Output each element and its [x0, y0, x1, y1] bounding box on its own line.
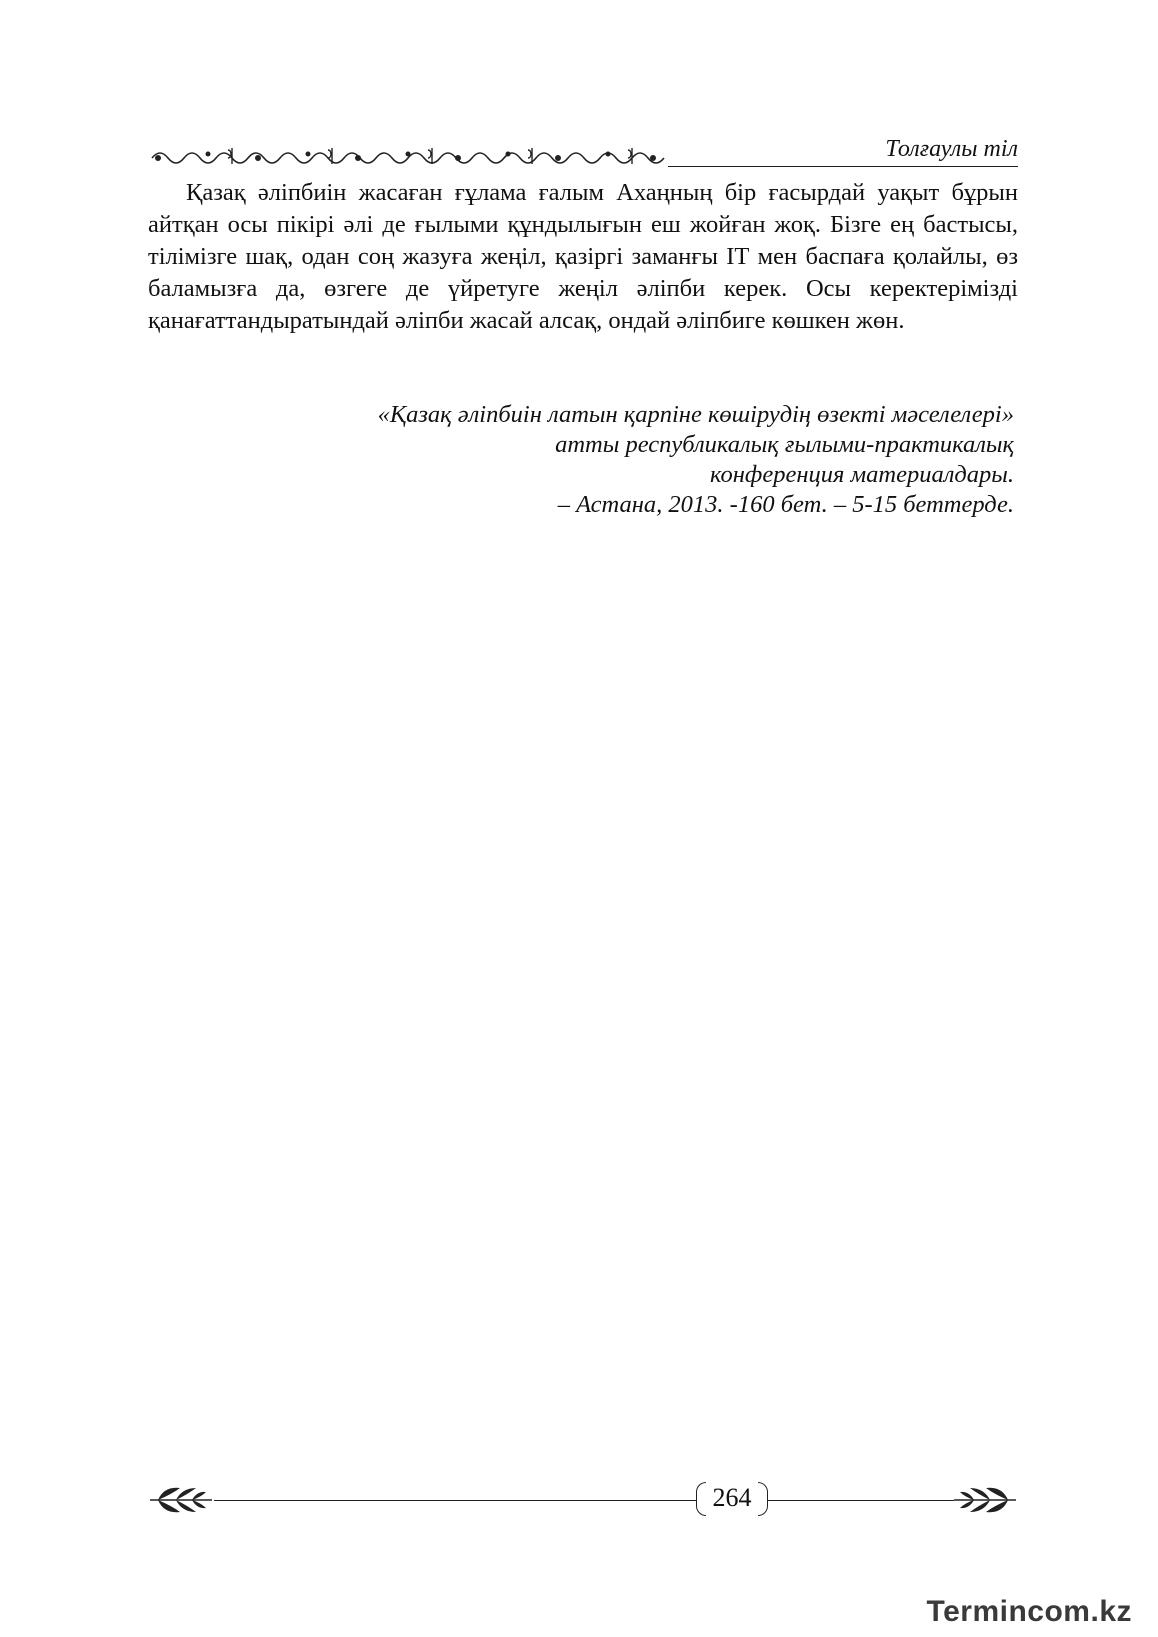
leaf-ornament-icon [148, 1484, 214, 1516]
citation-line: атты республикалық ғылыми-практикалық [555, 431, 1014, 458]
page-bracket-right [758, 1482, 768, 1516]
watermark-text: Termincom.kz [926, 1595, 1132, 1628]
header-rule [668, 166, 1018, 167]
body-text [148, 177, 1018, 337]
page-bracket-left [696, 1482, 706, 1516]
running-title: Толғаулы тіл [885, 136, 1018, 162]
page-number-box [696, 1482, 768, 1514]
page-number: 264 [712, 1483, 752, 1512]
site-watermark [927, 1592, 1133, 1632]
header-ornament-icon [148, 144, 668, 170]
footer-rule-left [214, 1500, 697, 1501]
page-footer [148, 1480, 1018, 1520]
citation-line: «Қазақ әліпбиін латын қарпіне көшірудің өзекті мәселелері» [377, 401, 1014, 428]
footer-rule-right [768, 1500, 954, 1501]
citation-line: – Астана, 2013. -160 бет. – 5-15 беттерде. [557, 491, 1014, 518]
page-header [148, 132, 1018, 172]
citation-block [148, 400, 1014, 520]
body-paragraph: Қазақ әліпбиін жасаған ғұлама ғалым Ахаңның бір ғасырдай уақыт бұрын айтқан осы пікірі әлі де ғылыми құндылығын еш жойған жоқ. Бізге ең бастысы, тілімізге шақ, одан соң жазуға жеңіл, қазіргі заманғы ІТ мен баспаға қолайлы, өз баламызға да, өзгеге де үйретуге жеңіл әліпби керек. Осы керектерімізді қанағаттандыратындай әліпби жасай алсақ, ондай әліпбиге көшкен жөн. [148, 179, 1018, 334]
citation-line: конференция материалдары. [710, 461, 1014, 488]
leaf-ornament-icon [952, 1484, 1018, 1516]
